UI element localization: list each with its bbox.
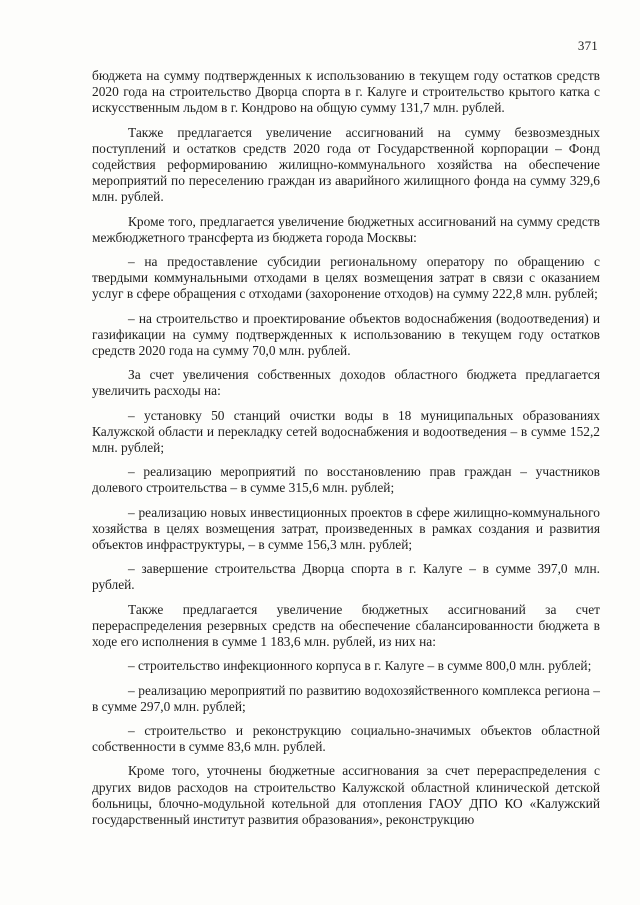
paragraph: – реализацию мероприятий по восстановлению прав граждан – участников долевого строительства – в сумме 315,6 млн. рублей;	[92, 464, 600, 496]
paragraph: – реализацию мероприятий по развитию водохозяйственного комплекса региона – в сумме 297,0 млн. рублей;	[92, 682, 600, 714]
paragraph: – строительство инфекционного корпуса в г. Калуге – в сумме 800,0 млн. рублей;	[128, 658, 592, 674]
paragraph: Также предлагается увеличение ассигнований на сумму безвозмездных поступлений и остатков средств 2020 года от Государственной корпорации – Фонд содействия реформированию жилищно-коммунального хозяйства на обеспечение мероприятий по переселению граждан из аварийного жилищного фонда на сумму 329,6 млн. рублей.	[92, 124, 600, 205]
paragraph: – на строительство и проектирование объектов водоснабжения (водоотведения) и газификации на сумму подтвержденных к использованию в текущем году остатков средств 2020 года на сумму 70,0 млн. рублей.	[92, 310, 600, 359]
paragraph: – на предоставление субсидии региональному оператору по обращению с твердыми коммунальными отходами в целях возмещения затрат в связи с оказанием услуг в сфере обращения с отходами (захоронение отходов) на сумму 222,8 млн. рублей;	[92, 254, 600, 302]
paragraph: – завершение строительства Дворца спорта в г. Калуге – в сумме 397,0 млн. рублей.	[92, 561, 600, 593]
paragraph: бюджета на сумму подтвержденных к использованию в текущем году остатков средств 2020 года на строительство Дворца спорта в г. Калуге и строительство крытого катка с искусственным льдом в г. Кондрово на общую сумму 131,7 млн. рублей.	[92, 68, 600, 116]
paragraph: – установку 50 станций очистки воды в 18 муниципальных образованиях Калужской области и перекладку сетей водоснабжения и водоотведения – в сумме 152,2 млн. рублей;	[92, 407, 600, 456]
paragraph: Кроме того, предлагается увеличение бюджетных ассигнований на сумму средств межбюджетного трансферта из бюджета города Москвы:	[92, 213, 600, 245]
page-number: 371	[577, 38, 598, 53]
paragraph: Также предлагается увеличение бюджетных ассигнований за счет перераспределения резервных средств на обеспечение сбалансированности бюджета в ходе его исполнения в сумме 1 183,6 млн. рублей, из них на:	[92, 601, 600, 650]
document-body	[92, 68, 600, 828]
paragraph: – реализацию новых инвестиционных проектов в сфере жилищно-коммунального хозяйства в целях возмещения затрат, произведенных в рамках создания и развития объектов инфраструктуры, – в сумме 156,3 млн. рублей;	[92, 504, 600, 553]
paragraph: За счет увеличения собственных доходов областного бюджета предлагается увеличить расходы на:	[92, 367, 600, 399]
paragraph: Кроме того, уточнены бюджетные ассигнования за счет перераспределения с других видов расходов на строительство Калужской областной клинической детской больницы, блочно-модульной котельной для отопления ГАОУ ДПО КО «Калужский государственный институт развития образования», реконструкцию	[92, 763, 600, 827]
paragraph: – строительство и реконструкцию социально-значимых объектов областной собственности в сумме 83,6 млн. рублей.	[92, 722, 600, 755]
